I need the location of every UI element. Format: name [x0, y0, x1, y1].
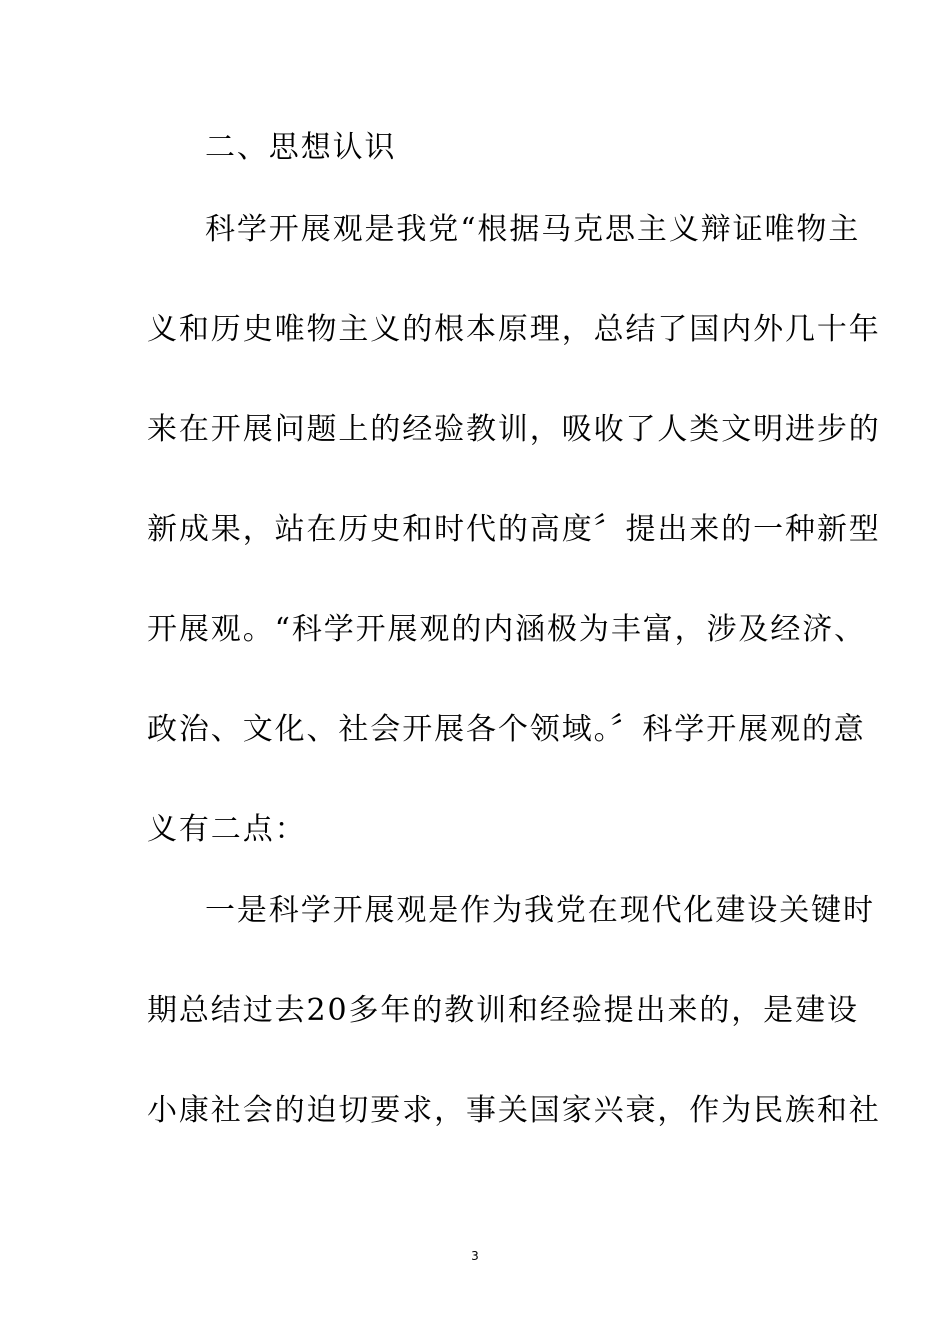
paragraph-1-line-6: 政治、文化、社会开展各个领域。〞科学开展观的意 — [147, 712, 866, 747]
paragraph-1-line-4: 新成果，站在历史和时代的高度〞提出来的一种新型 — [147, 512, 881, 547]
page-number: 3 — [471, 1249, 479, 1263]
paragraph-1-line-1: 科学开展观是我党“根据马克思主义辩证唯物主 — [205, 212, 861, 247]
section-heading: 二、思想认识 — [205, 130, 397, 165]
paragraph-1-line-7: 义有二点： — [147, 812, 307, 847]
paragraph-2-line-1: 一是科学开展观是作为我党在现代化建设关键时 — [205, 893, 875, 928]
paragraph-2-line-2: 期总结过去20多年的教训和经验提出来的，是建设 — [147, 993, 859, 1028]
paragraph-1-line-5: 开展观。“科学开展观的内涵极为丰富，涉及经济、 — [147, 612, 867, 647]
paragraph-1-line-3: 来在开展问题上的经验教训，吸收了人类文明进步的 — [147, 412, 881, 447]
paragraph-2-line-3: 小康社会的迫切要求，事关国家兴衰，作为民族和社 — [147, 1093, 881, 1128]
paragraph-1-line-2: 义和历史唯物主义的根本原理，总结了国内外几十年 — [147, 312, 881, 347]
